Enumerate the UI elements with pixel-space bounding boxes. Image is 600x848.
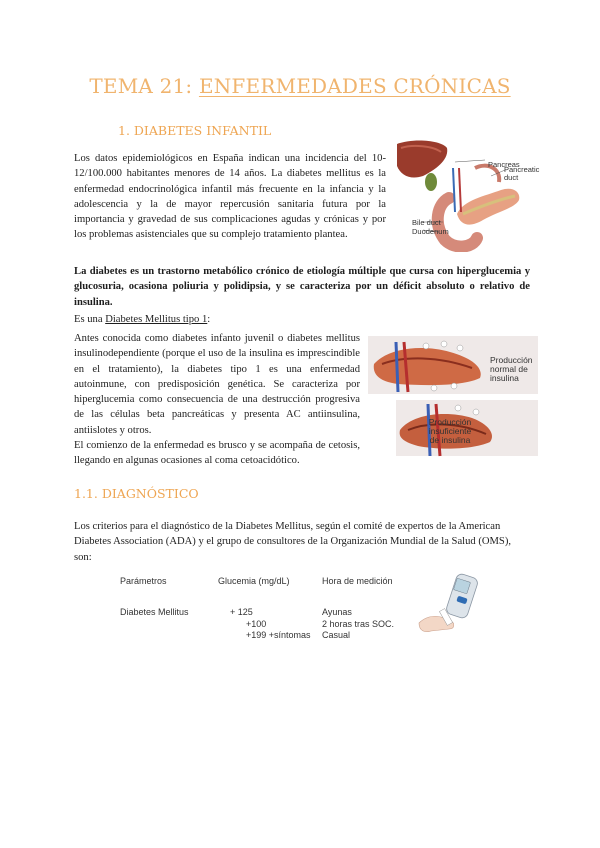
section-heading-diagnostico: 1.1. DIAGNÓSTICO — [74, 486, 199, 501]
definition-paragraph: La diabetes es un trastorno metabólico crónico de etiología múltiple que cursa con hiperglucemia y glucosuria, ocasiona poliuria y polidipsia, y se caracteriza por un déficit absoluto o relativo de insulina. — [74, 266, 530, 308]
label-bile-duct: Bile duct — [412, 218, 441, 227]
table-cell-hora-1: Ayunas — [322, 607, 352, 617]
intro-paragraph: Los datos epidemiológicos en España indican una incidencia del 10-12/100.000 habitantes menores de 14 años. La diabetes mellitus es la enfermedad endocrinológica infantil más frecuente en la infancia y la adolescencia y la de mayor repercusión sanitaria futura por la importancia y gravedad de sus complicaciones agudas y crónicas y por los problemas asistenciales que su complejo tratamiento plantea. — [74, 153, 386, 241]
label-pancreas: Pancreas — [488, 160, 520, 169]
type1-onset-text: El comienzo de la enfermedad es brusco y se acompaña de cetosis, llegando en algunas ocasiones al coma cetoacidótico. — [74, 440, 360, 467]
title-topic: ENFERMEDADES CRÓNICAS — [198, 74, 511, 98]
label-pancreatic-duct: Pancreatic duct — [504, 165, 540, 182]
table-header-glucemia: Glucemia (mg/dL) — [218, 576, 290, 586]
type1-description — [74, 331, 360, 469]
label-duodenum: Duodenum — [412, 227, 449, 236]
section-heading-diabetes-infantil: 1. DIABETES INFANTIL — [118, 123, 272, 138]
type1-intro — [74, 312, 364, 327]
label-insufficient-insulin: Producción insuficiente de insulina — [428, 417, 472, 445]
type1-link: Diabetes Mellitus tipo 1 — [105, 314, 208, 325]
title-prefix: TEMA 21: — [89, 74, 199, 98]
type1-description-text: Antes conocida como diabetes infanto juvenil o diabetes mellitus insulinodependiente (porque el uso de la insulina es imprescindible en el tratamiento), la diabetes tipo 1 es una enfermedad autoinmune, con predisposición genética. Se caracteriza por hiperglucemia como consecuencia de una destrucción progresiva de las células beta pancreáticas y presenta AC antiinsulina, antiislotes y otros. — [74, 333, 360, 436]
page-title — [0, 74, 600, 98]
type1-prefix: Es una — [74, 314, 106, 325]
type1-suffix: : — [207, 314, 211, 325]
table-cell-glucemia-1: + 125 — [230, 607, 253, 617]
table-row-label: Diabetes Mellitus — [120, 607, 189, 617]
table-cell-glucemia-3: +199 +síntomas — [246, 630, 311, 640]
table-header-parametros: Parámetros — [120, 576, 167, 586]
table-cell-glucemia-2: +100 — [246, 619, 267, 629]
glucose-meter-illustration — [417, 571, 491, 635]
table-cell-hora-2: 2 horas tras SOC. — [322, 619, 395, 629]
table-cell-hora-3: Casual — [322, 630, 351, 640]
diagnosis-criteria-paragraph: Los criterios para el diagnóstico de la Diabetes Mellitus, según el comité de expertos de la American Diabetes Association (ADA) y el grupo de consultores de la Organización Mundial de la Salud (OMS), son: — [74, 521, 511, 563]
table-header-hora: Hora de medición — [322, 576, 393, 586]
label-normal-insulin: Producción normal de insulina — [490, 355, 533, 383]
